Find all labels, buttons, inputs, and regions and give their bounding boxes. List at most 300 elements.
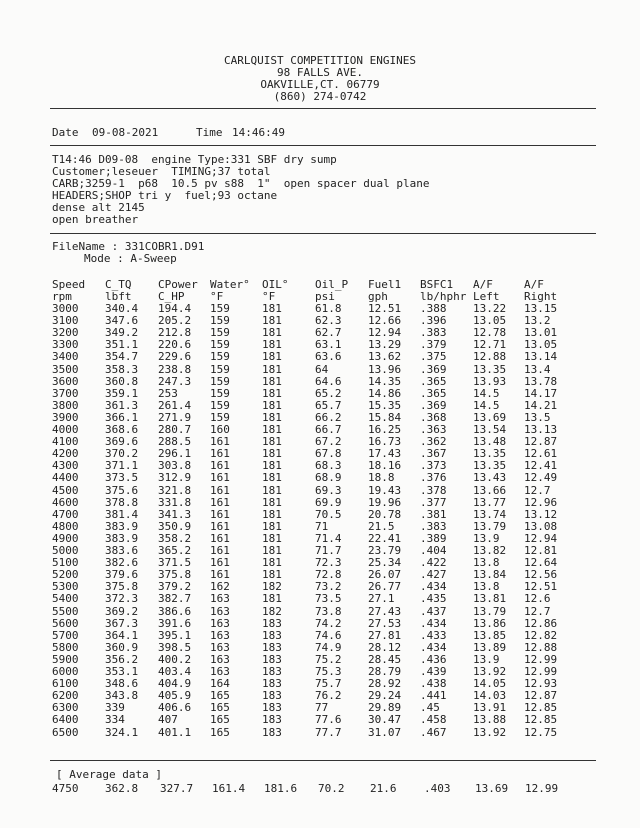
table-cell-af-left: 12.88 <box>473 350 507 364</box>
table-cell-bsfc: .377 <box>420 495 447 509</box>
table-cell-water-temp: 163 <box>210 665 230 678</box>
note-line: Customer;leseuer TIMING;37 total <box>52 165 271 178</box>
table-cell-oil-temp: 181 <box>262 374 282 388</box>
table-cell-fuel-flow: 16.73 <box>368 435 402 449</box>
table-cell-power: 358.2 <box>158 531 192 545</box>
table-cell-water-temp: 159 <box>210 410 230 424</box>
table-cell-water-temp: 159 <box>210 398 230 412</box>
table-cell-speed: 6500 <box>52 725 79 739</box>
table-cell-oil-temp: 181 <box>262 398 282 412</box>
column-unit-speed: rpm <box>52 290 72 303</box>
table-cell-speed: 5400 <box>52 592 79 606</box>
table-cell-bsfc: .437 <box>420 604 447 618</box>
table-cell-speed: 5600 <box>52 616 79 630</box>
table-cell-power: 379.2 <box>158 580 192 594</box>
table-cell-water-temp: 161 <box>210 519 230 533</box>
table-cell-torque: 367.3 <box>105 616 139 630</box>
table-cell-af-right: 12.7 <box>524 604 551 618</box>
average-cell-oil-pressure: 70.2 <box>318 782 345 795</box>
table-cell-torque: 379.6 <box>105 568 139 582</box>
column-header-af-left: A/F <box>473 278 493 291</box>
table-cell-power: 261.4 <box>158 398 192 412</box>
table-cell-power: 406.6 <box>158 701 192 715</box>
table-cell-oil-pressure: 61.8 <box>315 302 342 315</box>
column-header-af-right: A/F <box>524 278 544 291</box>
average-cell-torque: 362.8 <box>105 782 139 795</box>
table-cell-torque: 353.1 <box>105 665 139 678</box>
table-cell-af-left: 14.5 <box>473 398 500 412</box>
table-cell-oil-temp: 181 <box>262 507 282 521</box>
table-cell-bsfc: .404 <box>420 544 447 557</box>
column-header-torque: C_TQ <box>105 278 132 291</box>
table-cell-af-left: 13.91 <box>473 701 507 715</box>
column-header-oil-pressure: Oil_P <box>315 278 349 291</box>
table-cell-water-temp: 159 <box>210 338 230 352</box>
table-cell-water-temp: 160 <box>210 423 230 436</box>
column-unit-torque: lbft <box>105 290 132 303</box>
table-cell-torque: 361.3 <box>105 398 139 412</box>
table-cell-bsfc: .439 <box>420 665 447 678</box>
table-cell-bsfc: .379 <box>420 338 447 352</box>
table-cell-af-right: 12.7 <box>524 483 551 497</box>
table-cell-torque: 339 <box>105 701 125 715</box>
column-unit-fuel-flow: gph <box>368 290 388 303</box>
table-cell-fuel-flow: 25.34 <box>368 556 402 570</box>
table-cell-oil-temp: 182 <box>262 604 282 618</box>
table-cell-bsfc: .363 <box>420 423 447 436</box>
table-cell-af-left: 13.88 <box>473 713 507 727</box>
table-cell-oil-pressure: 67.8 <box>315 447 342 461</box>
table-cell-bsfc: .441 <box>420 689 447 703</box>
table-cell-bsfc: .367 <box>420 447 447 461</box>
table-cell-water-temp: 163 <box>210 592 230 606</box>
table-cell-bsfc: .433 <box>420 628 447 642</box>
table-cell-oil-pressure: 72.8 <box>315 568 342 582</box>
table-cell-fuel-flow: 18.8 <box>368 471 395 485</box>
table-cell-fuel-flow: 13.62 <box>368 350 402 364</box>
table-cell-bsfc: .383 <box>420 519 447 533</box>
table-cell-fuel-flow: 12.51 <box>368 302 402 315</box>
table-cell-oil-pressure: 68.9 <box>315 471 342 485</box>
table-cell-af-left: 13.77 <box>473 495 507 509</box>
table-cell-power: 350.9 <box>158 519 192 533</box>
table-cell-speed: 6300 <box>52 701 79 715</box>
table-cell-af-left: 12.78 <box>473 326 507 340</box>
table-cell-af-right: 12.87 <box>524 689 558 703</box>
table-cell-oil-pressure: 64 <box>315 362 329 376</box>
table-cell-water-temp: 161 <box>210 459 230 473</box>
table-cell-speed: 4400 <box>52 471 79 485</box>
table-cell-speed: 4300 <box>52 459 79 473</box>
table-cell-water-temp: 159 <box>210 314 230 328</box>
table-cell-af-right: 12.85 <box>524 701 558 715</box>
table-cell-oil-temp: 181 <box>262 350 282 364</box>
table-cell-fuel-flow: 27.43 <box>368 604 402 618</box>
table-cell-af-left: 14.5 <box>473 386 500 400</box>
note-line: HEADERS;SHOP tri y fuel;93 octane <box>52 189 278 202</box>
table-cell-torque: 369.6 <box>105 435 139 449</box>
table-cell-oil-pressure: 76.2 <box>315 689 342 703</box>
table-cell-af-right: 13.05 <box>524 338 558 352</box>
table-cell-torque: 368.6 <box>105 423 139 436</box>
table-cell-speed: 3400 <box>52 350 79 364</box>
table-cell-oil-temp: 181 <box>262 544 282 557</box>
table-cell-oil-pressure: 74.6 <box>315 628 342 642</box>
note-line: open breather <box>52 213 139 226</box>
table-cell-torque: 383.9 <box>105 519 139 533</box>
table-cell-water-temp: 161 <box>210 531 230 545</box>
table-cell-oil-temp: 183 <box>262 713 282 727</box>
table-cell-torque: 359.1 <box>105 386 139 400</box>
table-cell-af-left: 12.71 <box>473 338 507 352</box>
table-cell-speed: 6200 <box>52 689 79 703</box>
table-cell-fuel-flow: 29.24 <box>368 689 402 703</box>
table-cell-speed: 3900 <box>52 410 79 424</box>
table-cell-speed: 5700 <box>52 628 79 642</box>
table-cell-water-temp: 164 <box>210 677 230 691</box>
table-cell-bsfc: .369 <box>420 398 447 412</box>
table-cell-oil-pressure: 74.9 <box>315 640 342 654</box>
average-cell-bsfc: .403 <box>424 782 451 795</box>
table-cell-oil-pressure: 66.7 <box>315 423 342 436</box>
table-cell-speed: 3300 <box>52 338 79 352</box>
table-cell-bsfc: .365 <box>420 374 447 388</box>
table-cell-torque: 373.5 <box>105 471 139 485</box>
table-cell-oil-pressure: 73.2 <box>315 580 342 594</box>
table-cell-water-temp: 161 <box>210 435 230 449</box>
table-cell-torque: 360.9 <box>105 640 139 654</box>
table-cell-torque: 358.3 <box>105 362 139 376</box>
table-cell-power: 220.6 <box>158 338 192 352</box>
table-cell-af-left: 14.03 <box>473 689 507 703</box>
table-cell-fuel-flow: 29.89 <box>368 701 402 715</box>
table-cell-water-temp: 165 <box>210 701 230 715</box>
table-cell-bsfc: .368 <box>420 410 447 424</box>
table-cell-oil-pressure: 71.4 <box>315 531 342 545</box>
table-cell-speed: 4600 <box>52 495 79 509</box>
table-cell-bsfc: .434 <box>420 640 447 654</box>
table-cell-fuel-flow: 27.53 <box>368 616 402 630</box>
table-cell-bsfc: .389 <box>420 531 447 545</box>
table-cell-power: 391.6 <box>158 616 192 630</box>
table-cell-fuel-flow: 26.07 <box>368 568 402 582</box>
table-cell-water-temp: 161 <box>210 447 230 461</box>
table-cell-power: 296.1 <box>158 447 192 461</box>
table-cell-water-temp: 161 <box>210 483 230 497</box>
table-cell-fuel-flow: 26.77 <box>368 580 402 594</box>
table-cell-water-temp: 161 <box>210 568 230 582</box>
table-cell-af-left: 13.69 <box>473 410 507 424</box>
table-cell-fuel-flow: 28.79 <box>368 665 402 678</box>
table-cell-oil-temp: 181 <box>262 386 282 400</box>
table-cell-torque: 366.1 <box>105 410 139 424</box>
table-cell-af-right: 12.75 <box>524 725 558 739</box>
table-cell-speed: 4700 <box>52 507 79 521</box>
table-cell-fuel-flow: 20.78 <box>368 507 402 521</box>
table-cell-speed: 5500 <box>52 604 79 618</box>
table-cell-fuel-flow: 19.43 <box>368 483 402 497</box>
table-cell-af-left: 13.05 <box>473 314 507 328</box>
table-cell-af-left: 13.81 <box>473 592 507 606</box>
table-cell-oil-pressure: 71.7 <box>315 544 342 557</box>
table-cell-power: 404.9 <box>158 677 192 691</box>
average-cell-speed: 4750 <box>52 782 79 795</box>
table-cell-af-left: 13.79 <box>473 519 507 533</box>
table-cell-oil-temp: 181 <box>262 531 282 545</box>
table-cell-oil-temp: 183 <box>262 616 282 630</box>
table-cell-power: 321.8 <box>158 483 192 497</box>
table-cell-bsfc: .375 <box>420 350 447 364</box>
table-cell-oil-temp: 183 <box>262 677 282 691</box>
table-cell-fuel-flow: 14.35 <box>368 374 402 388</box>
time-label: Time <box>196 126 223 139</box>
average-label: [ Average data ] <box>56 768 162 781</box>
table-cell-oil-temp: 181 <box>262 423 282 436</box>
table-cell-torque: 340.4 <box>105 302 139 315</box>
table-cell-af-right: 13.78 <box>524 374 558 388</box>
table-cell-af-left: 13.66 <box>473 483 507 497</box>
table-cell-af-left: 13.84 <box>473 568 507 582</box>
table-cell-oil-temp: 183 <box>262 665 282 678</box>
table-cell-af-right: 13.14 <box>524 350 558 364</box>
table-cell-oil-temp: 181 <box>262 556 282 570</box>
column-unit-bsfc: lb/hphr <box>420 290 467 303</box>
table-cell-af-right: 13.08 <box>524 519 558 533</box>
table-cell-torque: 347.6 <box>105 314 139 328</box>
table-cell-oil-pressure: 67.2 <box>315 435 342 449</box>
table-cell-bsfc: .434 <box>420 580 447 594</box>
table-cell-oil-pressure: 71 <box>315 519 329 533</box>
table-cell-af-right: 14.17 <box>524 386 558 400</box>
table-cell-speed: 4900 <box>52 531 79 545</box>
table-cell-af-right: 12.99 <box>524 652 558 666</box>
table-cell-af-right: 13.2 <box>524 314 551 328</box>
table-cell-af-right: 13.15 <box>524 302 558 315</box>
table-cell-oil-pressure: 66.2 <box>315 410 342 424</box>
table-cell-af-left: 13.54 <box>473 423 507 436</box>
table-cell-water-temp: 163 <box>210 616 230 630</box>
average-cell-af-left: 13.69 <box>475 782 509 795</box>
table-cell-oil-temp: 181 <box>262 435 282 449</box>
table-cell-fuel-flow: 12.66 <box>368 314 402 328</box>
table-cell-torque: 382.6 <box>105 556 139 570</box>
table-cell-bsfc: .467 <box>420 725 447 739</box>
table-cell-af-right: 12.87 <box>524 435 558 449</box>
table-cell-af-right: 12.85 <box>524 713 558 727</box>
table-cell-water-temp: 162 <box>210 580 230 594</box>
table-cell-water-temp: 161 <box>210 507 230 521</box>
table-cell-water-temp: 161 <box>210 556 230 570</box>
table-cell-oil-pressure: 74.2 <box>315 616 342 630</box>
table-cell-water-temp: 159 <box>210 350 230 364</box>
table-cell-oil-temp: 181 <box>262 447 282 461</box>
average-cell-power: 327.7 <box>160 782 194 795</box>
table-cell-fuel-flow: 19.96 <box>368 495 402 509</box>
table-cell-torque: 349.2 <box>105 326 139 340</box>
table-cell-fuel-flow: 21.5 <box>368 519 395 533</box>
table-cell-power: 365.2 <box>158 544 192 557</box>
table-cell-power: 382.7 <box>158 592 192 606</box>
table-cell-af-left: 13.85 <box>473 628 507 642</box>
table-cell-af-left: 13.86 <box>473 616 507 630</box>
table-cell-af-right: 12.99 <box>524 665 558 678</box>
table-cell-power: 375.8 <box>158 568 192 582</box>
table-cell-oil-temp: 183 <box>262 725 282 739</box>
table-cell-power: 331.8 <box>158 495 192 509</box>
table-cell-bsfc: .378 <box>420 483 447 497</box>
column-unit-oil-temp: °F <box>262 290 276 303</box>
table-cell-water-temp: 159 <box>210 326 230 340</box>
table-cell-power: 303.8 <box>158 459 192 473</box>
table-cell-speed: 3500 <box>52 362 79 376</box>
table-cell-water-temp: 165 <box>210 725 230 739</box>
table-cell-bsfc: .381 <box>420 507 447 521</box>
table-cell-oil-temp: 181 <box>262 314 282 328</box>
company-street: 98 FALLS AVE. <box>276 66 364 79</box>
table-cell-af-right: 14.21 <box>524 398 558 412</box>
column-unit-power: C_HP <box>158 290 185 303</box>
table-cell-af-right: 13.13 <box>524 423 558 436</box>
table-cell-fuel-flow: 22.41 <box>368 531 402 545</box>
company-name: CARLQUIST COMPETITION ENGINES <box>223 54 417 67</box>
table-cell-af-right: 12.81 <box>524 544 558 557</box>
table-cell-fuel-flow: 27.1 <box>368 592 395 606</box>
table-cell-oil-temp: 182 <box>262 580 282 594</box>
table-cell-af-left: 13.93 <box>473 374 507 388</box>
table-cell-bsfc: .438 <box>420 677 447 691</box>
table-cell-oil-pressure: 69.9 <box>315 495 342 509</box>
table-cell-oil-temp: 181 <box>262 483 282 497</box>
table-cell-torque: 375.6 <box>105 483 139 497</box>
table-cell-oil-pressure: 63.6 <box>315 350 342 364</box>
table-cell-af-left: 13.9 <box>473 531 500 545</box>
table-cell-speed: 5900 <box>52 652 79 666</box>
table-cell-oil-pressure: 64.6 <box>315 374 342 388</box>
table-cell-af-right: 12.51 <box>524 580 558 594</box>
table-cell-af-left: 13.9 <box>473 652 500 666</box>
table-cell-water-temp: 161 <box>210 544 230 557</box>
column-unit-af-left: Left <box>473 290 500 303</box>
table-cell-af-right: 12.94 <box>524 531 558 545</box>
table-cell-power: 271.9 <box>158 410 192 424</box>
table-cell-oil-temp: 183 <box>262 652 282 666</box>
table-cell-speed: 5800 <box>52 640 79 654</box>
table-cell-water-temp: 163 <box>210 628 230 642</box>
table-cell-oil-pressure: 68.3 <box>315 459 342 473</box>
average-cell-oil-temp: 181.6 <box>264 782 298 795</box>
column-header-fuel-flow: Fuel1 <box>368 278 402 291</box>
table-cell-power: 400.2 <box>158 652 192 666</box>
table-cell-bsfc: .383 <box>420 326 447 340</box>
table-cell-oil-pressure: 75.2 <box>315 652 342 666</box>
table-cell-bsfc: .434 <box>420 616 447 630</box>
table-cell-bsfc: .45 <box>420 701 440 715</box>
table-cell-oil-temp: 183 <box>262 628 282 642</box>
table-cell-torque: 378.8 <box>105 495 139 509</box>
table-cell-oil-pressure: 70.5 <box>315 507 342 521</box>
table-cell-oil-temp: 181 <box>262 592 282 606</box>
table-cell-fuel-flow: 23.79 <box>368 544 402 557</box>
note-line: T14:46 D09-08 engine Type:331 SBF dry sump <box>52 153 337 166</box>
table-cell-speed: 4000 <box>52 423 79 436</box>
table-cell-torque: 369.2 <box>105 604 139 618</box>
table-cell-power: 280.7 <box>158 423 192 436</box>
table-cell-water-temp: 159 <box>210 302 230 315</box>
table-cell-fuel-flow: 13.29 <box>368 338 402 352</box>
table-cell-af-right: 13.5 <box>524 410 551 424</box>
table-cell-af-right: 12.93 <box>524 677 558 691</box>
average-cell-water-temp: 161.4 <box>212 782 246 795</box>
table-cell-af-left: 13.92 <box>473 725 507 739</box>
table-cell-water-temp: 161 <box>210 471 230 485</box>
table-cell-torque: 381.4 <box>105 507 139 521</box>
table-cell-oil-pressure: 69.3 <box>315 483 342 497</box>
table-cell-torque: 356.2 <box>105 652 139 666</box>
table-cell-bsfc: .362 <box>420 435 447 449</box>
table-cell-water-temp: 163 <box>210 640 230 654</box>
table-cell-af-right: 13.01 <box>524 326 558 340</box>
table-cell-speed: 5100 <box>52 556 79 570</box>
date-label: Date <box>52 126 79 139</box>
table-cell-fuel-flow: 15.84 <box>368 410 402 424</box>
table-cell-water-temp: 161 <box>210 495 230 509</box>
table-cell-torque: 370.2 <box>105 447 139 461</box>
table-cell-speed: 3800 <box>52 398 79 412</box>
table-cell-af-right: 12.82 <box>524 628 558 642</box>
table-cell-fuel-flow: 27.81 <box>368 628 402 642</box>
table-cell-fuel-flow: 28.45 <box>368 652 402 666</box>
table-cell-af-right: 12.88 <box>524 640 558 654</box>
table-cell-power: 212.8 <box>158 326 192 340</box>
table-cell-af-right: 12.64 <box>524 556 558 570</box>
table-cell-af-left: 13.22 <box>473 302 507 315</box>
table-cell-power: 229.6 <box>158 350 192 364</box>
table-cell-fuel-flow: 30.47 <box>368 713 402 727</box>
table-cell-oil-pressure: 65.7 <box>315 398 342 412</box>
table-cell-af-left: 13.8 <box>473 580 500 594</box>
divider <box>50 760 596 761</box>
table-cell-af-right: 12.49 <box>524 471 558 485</box>
table-cell-oil-temp: 181 <box>262 495 282 509</box>
table-cell-speed: 3000 <box>52 302 79 315</box>
column-header-speed: Speed <box>52 278 86 291</box>
table-cell-fuel-flow: 15.35 <box>368 398 402 412</box>
table-cell-oil-temp: 181 <box>262 568 282 582</box>
table-cell-af-right: 12.86 <box>524 616 558 630</box>
table-cell-af-left: 13.8 <box>473 556 500 570</box>
table-cell-power: 253 <box>158 386 178 400</box>
column-unit-water-temp: °F <box>210 290 224 303</box>
table-cell-torque: 371.1 <box>105 459 139 473</box>
table-cell-oil-temp: 181 <box>262 471 282 485</box>
note-line: dense alt 2145 <box>52 201 145 214</box>
table-cell-water-temp: 165 <box>210 689 230 703</box>
table-cell-bsfc: .365 <box>420 386 447 400</box>
table-cell-power: 405.9 <box>158 689 192 703</box>
table-cell-torque: 364.1 <box>105 628 139 642</box>
table-cell-water-temp: 163 <box>210 604 230 618</box>
table-cell-oil-temp: 181 <box>262 302 282 315</box>
table-cell-oil-pressure: 75.3 <box>315 665 342 678</box>
table-cell-oil-temp: 183 <box>262 701 282 715</box>
table-cell-af-right: 12.96 <box>524 495 558 509</box>
table-cell-water-temp: 159 <box>210 362 230 376</box>
table-cell-fuel-flow: 13.96 <box>368 362 402 376</box>
table-cell-af-right: 12.56 <box>524 568 558 582</box>
table-cell-oil-temp: 181 <box>262 326 282 340</box>
table-cell-bsfc: .373 <box>420 459 447 473</box>
table-cell-torque: 360.8 <box>105 374 139 388</box>
